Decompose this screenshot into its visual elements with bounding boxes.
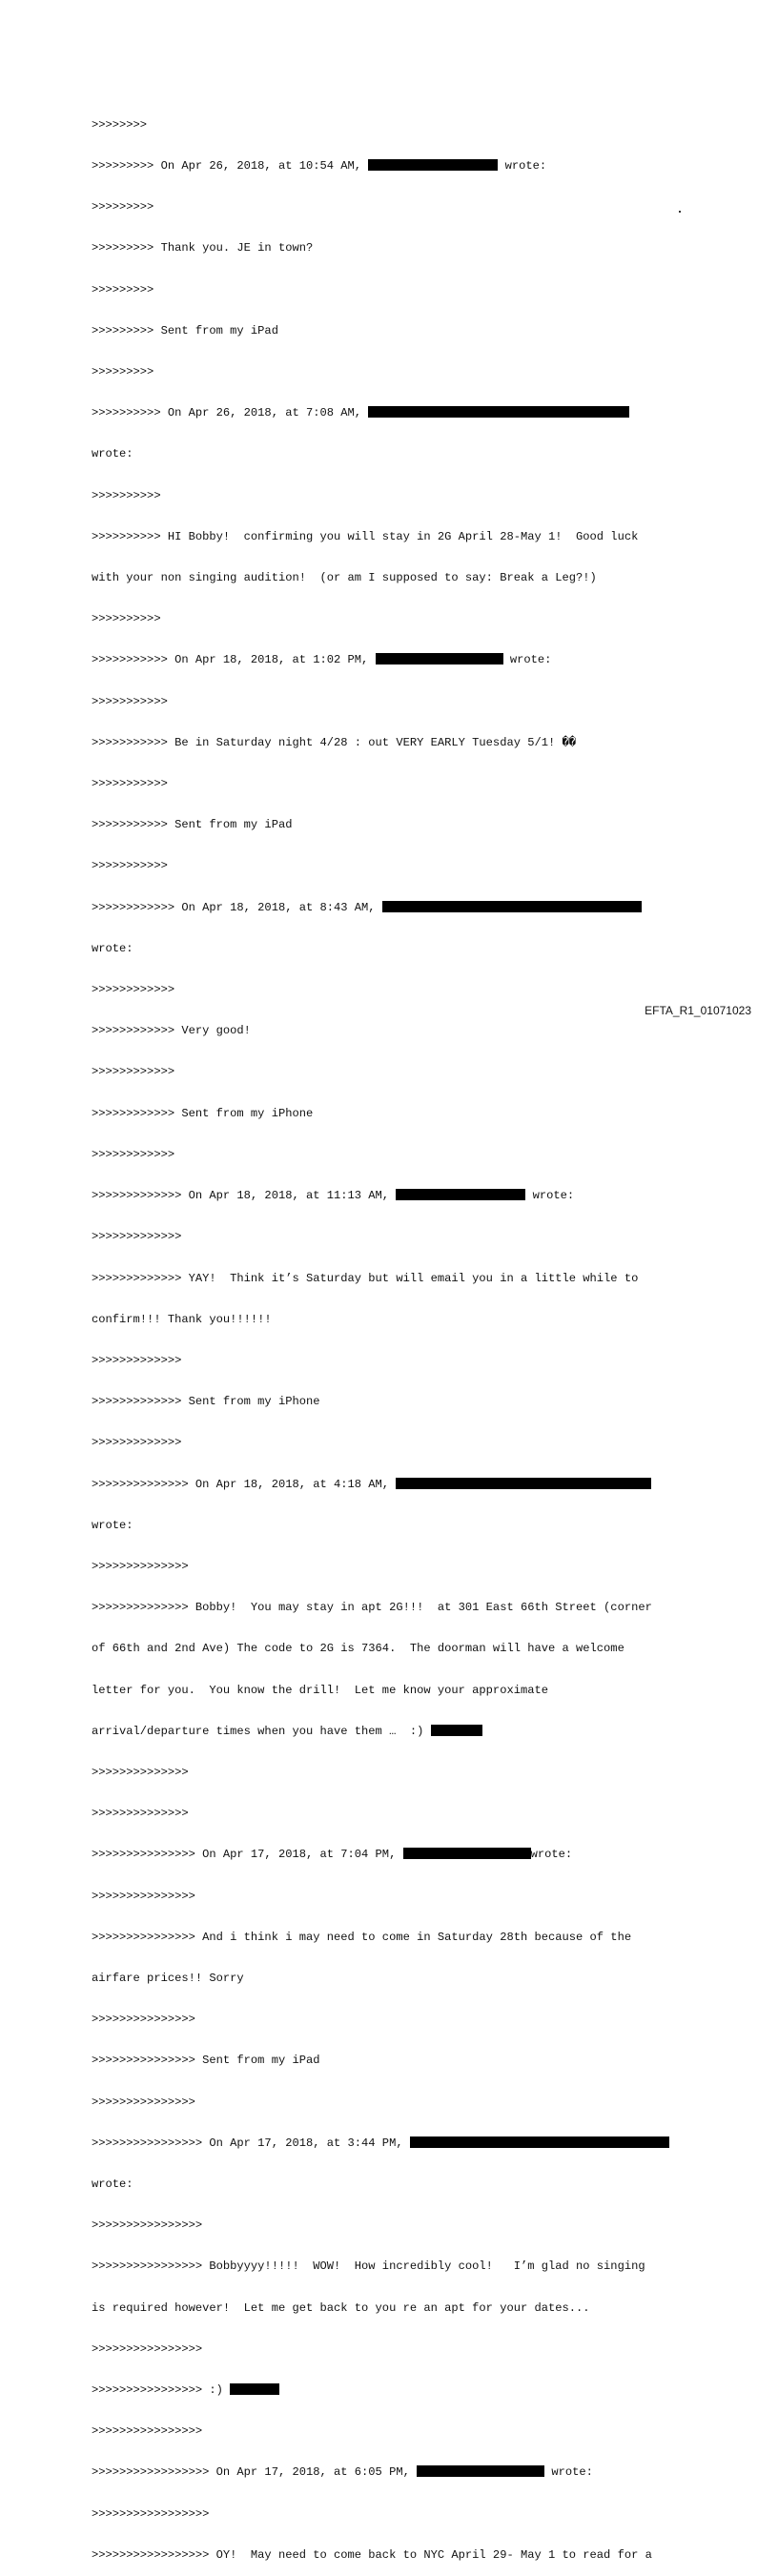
quote-line: wrote: [92,941,133,955]
quote-line: >>>>>>>>>>>>>> Bobby! You may stay in apt 2G!!! at 301 East 66th Street (corner [92,1601,652,1615]
quote-header-text: >>>>>>>>>>>> On Apr 18, 2018, at 8:43 AM, [92,900,382,914]
quote-header-line [92,1189,759,1202]
quote-header-line [92,1478,759,1491]
quote-line: >>>>>>>>>> HI Bobby! confirming you will stay in 2G April 28-May 1! Good luck [92,529,639,543]
quote-header-text: >>>>>>>>>>> On Apr 18, 2018, at 1:02 PM, [92,653,376,667]
quote-line: wrote: [92,1518,133,1532]
quote-header-suffix: wrote: [544,2465,593,2480]
quote-line: >>>>>>>>>>>> Very good! [92,1024,251,1038]
quote-line: >>>>>>>> [92,117,148,132]
quote-header-text: >>>>>>>>>>>>>>>>> On Apr 17, 2018, at 6:05 PM, [92,2465,418,2480]
quote-line: >>>>>>>>>>>>>> [92,1559,189,1573]
quote-line: >>>>>>>>> Sent from my iPad [92,323,278,337]
email-thread-body [92,91,759,2576]
quote-line: wrote: [92,2177,133,2191]
quote-line: >>>>>>>>>>>>>>>> [92,2424,203,2439]
quote-line: >>>>>>>>>> [92,612,161,626]
quote-line: >>>>>>>>>>>>>>> Sent from my iPad [92,2054,320,2068]
quote-header-suffix: wrote: [530,1848,573,1862]
quote-line: with your non singing audition! (or am I supposed to say: Break a Leg?!) [92,571,597,585]
quote-header-line [92,406,759,419]
quote-line: of 66th and 2nd Ave) The code to 2G is 7364. The doorman will have a welcome [92,1642,624,1656]
quote-header-line [92,2465,759,2479]
quote-line: >>>>>>>>>>>>> [92,1353,182,1367]
quote-line: airfare prices!! Sorry [92,1971,244,1985]
quote-line: >>>>>>>>>>>> [92,983,175,997]
quote-line: >>>>>>>>>>>>> Sent from my iPhone [92,1395,320,1409]
quote-line: >>>>>>>>>>> Be in Saturday night 4/28 : out VERY EARLY Tuesday 5/1! �� [92,735,577,749]
quote-line: >>>>>>>>>>>> [92,1147,175,1161]
quote-line: letter for you. You know the drill! Let me know your approximate [92,1683,548,1697]
redaction-box [382,901,642,912]
quote-line: >>>>>>>>>>>> Sent from my iPhone [92,1106,314,1120]
quote-line: >>>>>>>>>>> Sent from my iPad [92,818,293,832]
quote-line-text: >>>>>>>>>>>>>>>> :) [92,2382,231,2397]
quote-line: >>>>>>>>>>> [92,777,168,791]
quote-header-text: >>>>>>>>> On Apr 26, 2018, at 10:54 AM, [92,159,369,174]
quote-line: >>>>>>>>> [92,282,154,296]
quote-header-text: >>>>>>>>>>>>>> On Apr 18, 2018, at 4:18 AM, [92,1477,397,1491]
redaction-box [368,406,629,418]
redaction-box [431,1725,482,1736]
redaction-box [410,2136,669,2148]
quote-line: >>>>>>>>>>>>>>>> [92,2218,203,2233]
redaction-box [230,2383,279,2395]
quote-header-line [92,159,759,173]
quote-line [92,1725,759,1738]
redaction-box [376,653,503,664]
quote-header-line [92,1848,759,1861]
quote-header-line [92,901,759,914]
quote-line: is required however! Let me get back to you re an apt for your dates... [92,2300,590,2315]
quote-line: >>>>>>>>>>>>>>>> Bobbyyyy!!!!! WOW! How incredibly cool! I’m glad no singing [92,2259,645,2274]
quote-line: >>>>>>>>>>>>> YAY! Think it’s Saturday but will email you in a little while to [92,1271,639,1285]
quote-header-text: >>>>>>>>>>>>> On Apr 18, 2018, at 11:13 AM, [92,1189,397,1203]
quote-line: confirm!!! Thank you!!!!!! [92,1312,272,1326]
quote-line: >>>>>>>>>>>>>>> And i think i may need to come in Saturday 28th because of the [92,1930,632,1944]
quote-header-suffix: wrote: [502,653,552,667]
quote-line: >>>>>>>>>>>>>> [92,1765,189,1779]
redaction-box [368,159,498,171]
quote-line: >>>>>>>>>>>>>> [92,1807,189,1821]
quote-line: >>>>>>>>>>>>>>>>> OY! May need to come back to NYC April 29- May 1 to read for a [92,2547,652,2562]
document-id-footer: EFTA_R1_01071023 [645,1004,751,1017]
quote-header-text: >>>>>>>>>>>>>>> On Apr 17, 2018, at 7:04 PM, [92,1848,403,1862]
redaction-box [417,2465,544,2477]
quote-line: >>>>>>>>>>>>> [92,1230,182,1244]
quote-line: >>>>>>>>> Thank you. JE in town? [92,241,314,256]
redaction-box [396,1478,651,1489]
quote-header-line [92,653,759,666]
quote-line: >>>>>>>>>>>>> [92,1436,182,1450]
quote-line: >>>>>>>>>> [92,488,161,502]
quote-line: >>>>>>>>>>>>>>> [92,2013,195,2027]
scan-artifact-dot [679,211,681,213]
quote-header-text: >>>>>>>>>>>>>>>> On Apr 17, 2018, at 3:44 PM, [92,2136,410,2150]
quote-header-line [92,2136,759,2150]
quote-line: >>>>>>>>>>> [92,859,168,873]
quote-line: >>>>>>>>>>> [92,694,168,708]
quote-line: >>>>>>>>>>>>>>> [92,2095,195,2109]
quote-header-suffix: wrote: [525,1189,575,1203]
quote-line: >>>>>>>>> [92,365,154,379]
quote-line: wrote: [92,447,133,461]
quote-line: >>>>>>>>>>>> [92,1065,175,1079]
quote-line: >>>>>>>>>>>>>>>>> [92,2506,210,2521]
redaction-box [396,1189,525,1200]
quote-line: >>>>>>>>>>>>>>>> [92,2341,203,2356]
quote-header-suffix: wrote: [498,159,547,174]
quote-line: >>>>>>>>> [92,200,154,215]
quote-line-text: arrival/departure times when you have them … :) [92,1724,431,1738]
quote-line [92,2383,759,2397]
quote-line: >>>>>>>>>>>>>>> [92,1889,195,1903]
quote-header-text: >>>>>>>>>> On Apr 26, 2018, at 7:08 AM, [92,406,369,420]
redaction-box [403,1848,531,1859]
